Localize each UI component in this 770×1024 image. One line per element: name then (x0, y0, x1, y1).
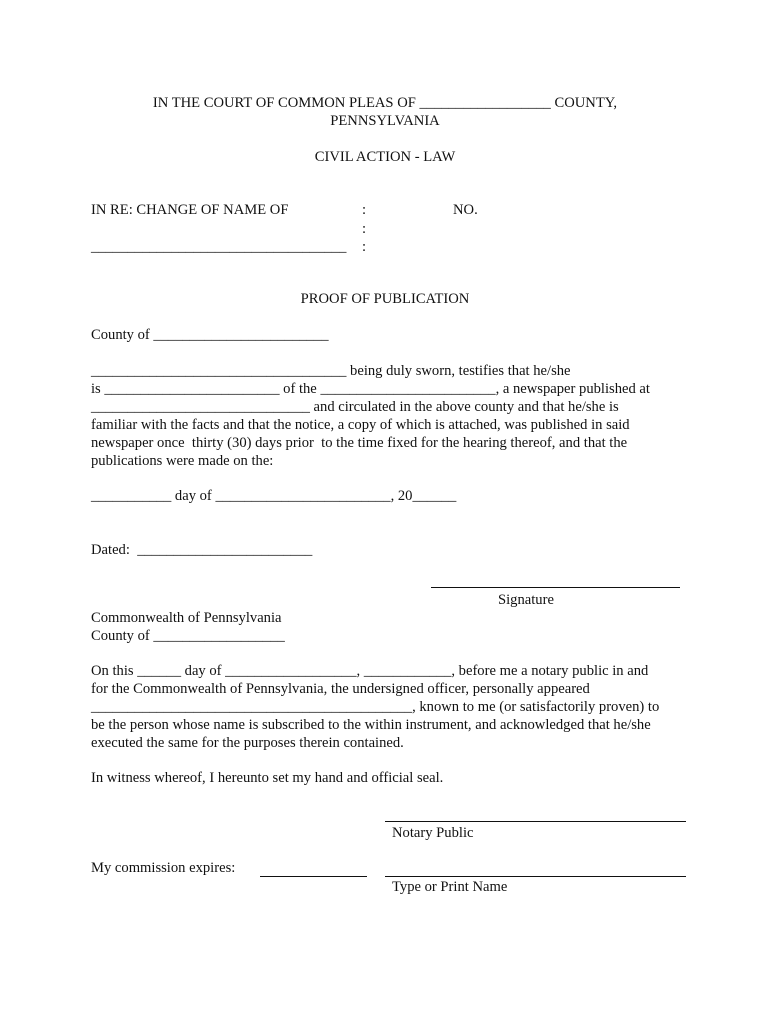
petitioner-name-blank: ___________________________________ (91, 239, 347, 255)
signature-label: Signature (498, 592, 554, 608)
witness-line: In witness whereof, I hereunto set my hand and official seal. (91, 770, 444, 786)
acknowledgment-line: executed the same for the purposes therein contained. (91, 735, 404, 751)
acknowledgment-line: ____________________________________________, known to me (or satisfactorily proven) to (91, 699, 660, 715)
action-heading: CIVIL ACTION - LAW (314, 149, 456, 165)
notary-county-line: County of __________________ (91, 628, 285, 644)
caption-colon: : (362, 202, 367, 218)
notary-signature-rule (385, 821, 686, 822)
commonwealth-line: Commonwealth of Pennsylvania (91, 610, 282, 626)
body-line: familiar with the facts and that the notice, a copy of which is attached, was published in said (91, 417, 630, 433)
caption-colon: : (362, 221, 367, 237)
notary-public-label: Notary Public (392, 825, 474, 841)
acknowledgment-line: for the Commonwealth of Pennsylvania, the undersigned officer, personally appeared (91, 681, 590, 697)
acknowledgment-line: be the person whose name is subscribed to the within instrument, and acknowledged that he/she (91, 717, 651, 733)
publication-date-line: ___________ day of ________________________, 20______ (91, 488, 457, 504)
docket-number-label: NO. (453, 202, 478, 218)
body-line: newspaper once thirty (30) days prior to the time fixed for the hearing thereof, and that the (91, 435, 628, 451)
in-re-label: IN RE: CHANGE OF NAME OF (91, 202, 289, 218)
body-line: ___________________________________ being duly sworn, testifies that he/she (91, 363, 571, 379)
acknowledgment-line: On this ______ day of __________________, ____________, before me a notary public in and (91, 663, 649, 679)
commission-expires-label: My commission expires: (91, 860, 236, 876)
signature-rule (431, 587, 680, 588)
document-title: PROOF OF PUBLICATION (300, 291, 470, 307)
body-line: is ________________________ of the ________________________, a newspaper published at (91, 381, 650, 397)
body-line: publications were made on the: (91, 453, 274, 469)
county-of-line: County of ________________________ (91, 327, 329, 343)
state-heading: PENNSYLVANIA (330, 113, 440, 129)
body-line: ______________________________ and circulated in the above county and that he/she is (91, 399, 619, 415)
dated-line: Dated: ________________________ (91, 542, 313, 558)
printed-name-rule (385, 876, 686, 877)
commission-expiry-rule (260, 876, 367, 877)
type-or-print-label: Type or Print Name (392, 879, 508, 895)
caption-colon: : (362, 239, 367, 255)
court-heading: IN THE COURT OF COMMON PLEAS OF __________________ COUNTY, (152, 95, 618, 111)
